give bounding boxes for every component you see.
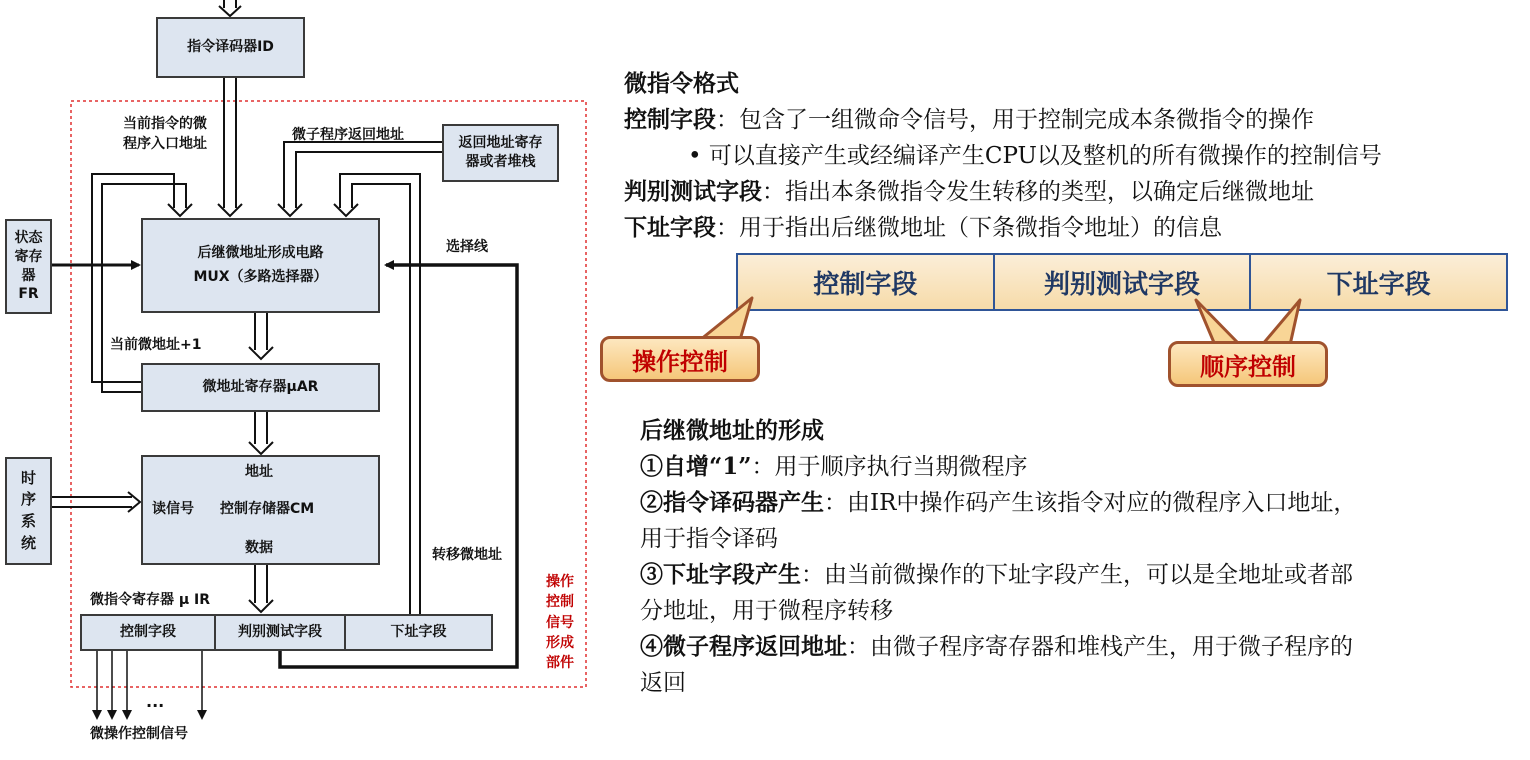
timing-line1: 时	[20, 468, 36, 487]
uir-test-field: 判别测试字段	[214, 614, 346, 651]
status-reg-line3: 器	[21, 267, 36, 284]
entry-address-label-1: 当前指令的微	[123, 116, 207, 132]
format-next-field: 下址字段	[1249, 255, 1506, 309]
mux-line1: 后继微地址形成电路	[197, 245, 324, 262]
right-callout-tail-2	[1262, 300, 1300, 345]
cm-address-label: 地址	[245, 464, 273, 480]
return-reg-line2: 器或者堆栈	[465, 154, 536, 170]
plus-one-label: 当前微地址+1	[110, 337, 202, 353]
control-field-term: 控制字段	[624, 106, 716, 133]
item2-term: ②指令译码器产生	[640, 489, 824, 516]
format-control-field: 控制字段	[813, 269, 918, 300]
ellipsis-label: ···	[146, 696, 165, 715]
formation-item-3	[640, 557, 1353, 593]
left-callout-tail	[700, 298, 752, 340]
status-reg-line4: FR	[18, 286, 39, 303]
control-field-bullet: • 可以直接产生或经编译产生CPU以及整机的所有微操作的控制信号	[688, 143, 1382, 169]
item3-text: ：由当前微操作的下址字段产生，可以是全地址或者部	[801, 562, 1353, 588]
formation-title: 后继微地址的形成	[640, 417, 824, 444]
red-label-line1: 操作	[546, 574, 574, 590]
item3-term: ③下址字段产生	[640, 561, 801, 588]
formation-item-2-cont: 用于指令译码	[640, 526, 778, 552]
format-title: 微指令格式	[624, 70, 739, 97]
timing-line3: 系	[20, 512, 36, 530]
uir-next-address-field: 下址字段	[344, 614, 493, 651]
formation-item-1	[640, 449, 1027, 485]
control-field-text: ：包含了一组微命令信号，用于控制完成本条微指令的操作	[716, 107, 1314, 133]
timing-line4: 统	[20, 533, 36, 552]
transfer-address-label: 转移微地址	[432, 547, 502, 563]
red-label-line3: 信号	[546, 614, 574, 631]
formation-item-4-cont: 返回	[640, 670, 686, 696]
status-reg-line2: 寄存	[14, 248, 43, 265]
select-line-label: 选择线	[446, 239, 488, 255]
subroutine-return-label: 微子程序返回地址	[292, 127, 404, 143]
status-reg-line1: 状态	[14, 229, 43, 246]
micro-address-register-block: 微地址寄存器μAR	[141, 363, 380, 412]
red-label-line4: 形成	[546, 634, 574, 651]
red-label-line2: 控制	[546, 594, 574, 611]
cm-name-label: 控制存储器CM	[220, 501, 315, 517]
item1-term: ①自增“1”	[640, 453, 752, 480]
micro-control-signals-label: 微操作控制信号	[90, 726, 188, 742]
return-reg-line1: 返回地址寄存	[458, 135, 543, 152]
formation-item-3-cont: 分地址，用于微程序转移	[640, 598, 893, 624]
mux-line2: MUX（多路选择器）	[193, 268, 328, 285]
item4-text: ：由微子程序寄存器和堆栈产生，用于微子程序的	[847, 634, 1353, 660]
item4-term: ④微子程序返回地址	[640, 633, 847, 660]
formation-item-2	[640, 485, 1356, 521]
cm-read-signal-label: 读信号	[152, 501, 194, 517]
uir-control-field: 控制字段	[80, 614, 216, 651]
right-callout-tail-1	[1196, 300, 1240, 345]
format-test-field: 判别测试字段	[993, 255, 1250, 309]
operation-control-callout: 操作控制	[600, 336, 760, 382]
timing-line2: 序	[20, 490, 36, 509]
entry-address-label-2: 程序入口地址	[123, 136, 207, 152]
test-field-term: 判别测试字段	[624, 178, 762, 205]
next-field-term: 下址字段	[624, 214, 716, 241]
test-field-text: ：指出本条微指令发生转移的类型，以确定后继微地址	[762, 179, 1314, 205]
uir-label: 微指令寄存器 μ IR	[90, 592, 211, 608]
cm-data-label: 数据	[245, 540, 273, 556]
red-label-line5: 部件	[546, 655, 574, 672]
item2-text: ：由IR中操作码产生该指令对应的微程序入口地址，	[824, 490, 1357, 516]
next-field-text: ：用于指出后继微地址（下条微指令地址）的信息	[716, 215, 1222, 241]
sequence-control-callout: 顺序控制	[1168, 341, 1328, 387]
formation-item-4	[640, 629, 1353, 665]
item1-text: ：用于顺序执行当期微程序	[751, 454, 1028, 480]
instruction-decoder-block: 指令译码器ID	[156, 17, 305, 78]
